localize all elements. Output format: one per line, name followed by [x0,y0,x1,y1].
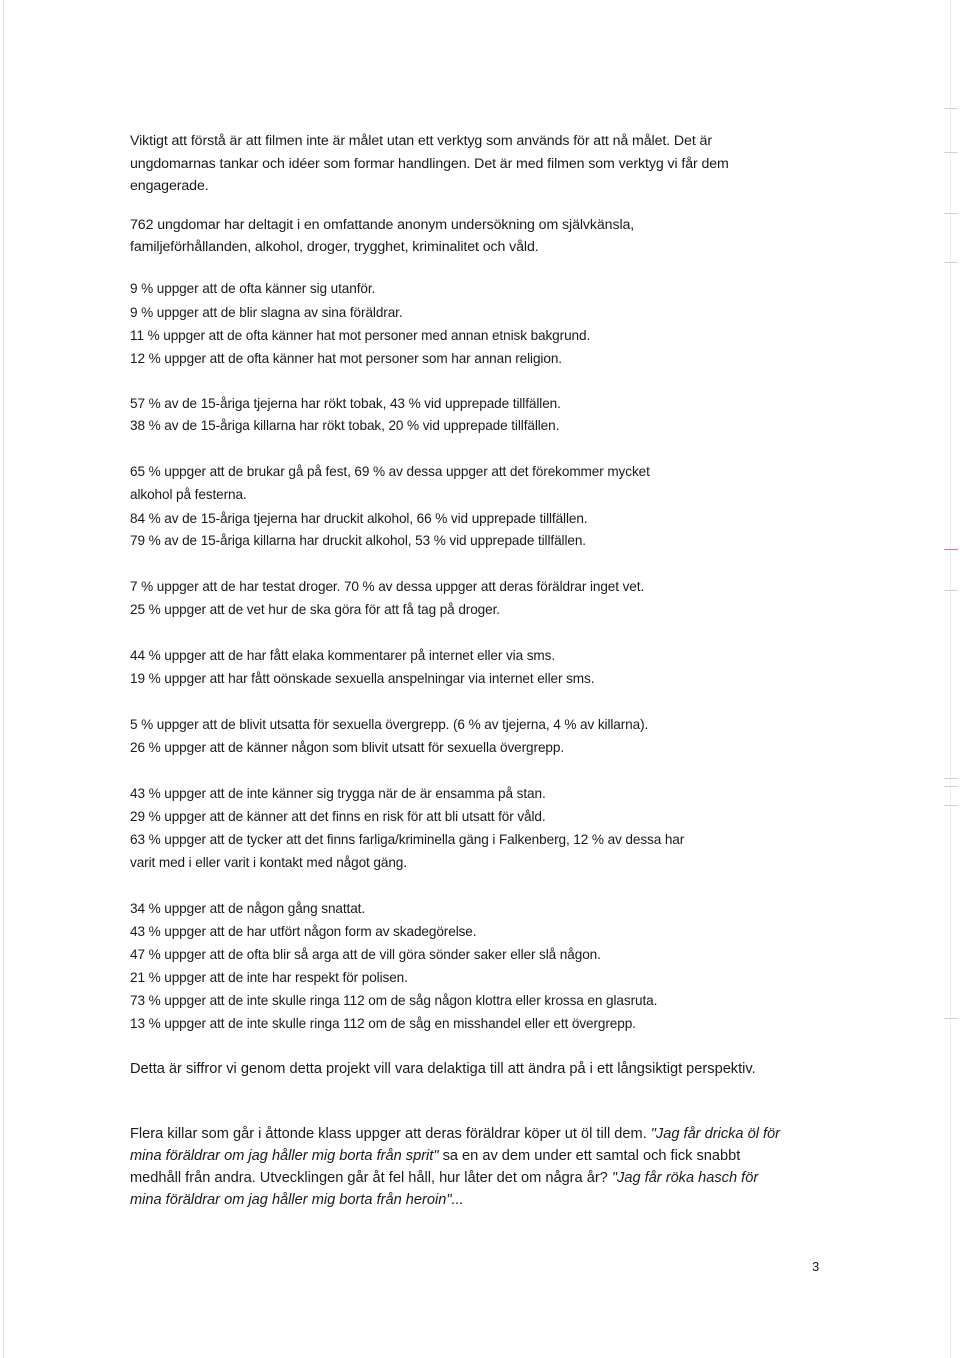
stat-line: 84 % av de 15-åriga tjejerna har druckit alkohol, 66 % vid upprepade tillfällen. [130,511,588,526]
margin-mark [944,108,958,109]
margin-mark [944,805,958,806]
margin-mark [944,786,958,787]
quote-text: medhåll från andra. Utvecklingen går åt fel håll, hur låter det om några år? [130,1170,612,1186]
survey-line-1: 762 ungdomar har deltagit i en omfattande anonym undersökning om självkänsla, [130,217,635,233]
margin-mark [944,549,958,550]
stat-line: 47 % uppger att de ofta blir så arga att de vill göra sönder saker eller slå någon. [130,947,601,962]
stat-line: 43 % uppger att de inte känner sig trygga när de är ensamma på stan. [130,786,546,801]
stat-line: 9 % uppger att de blir slagna av sina föräldrar. [130,305,403,320]
stat-line: 73 % uppger att de inte skulle ringa 112 om de såg någon klottra eller krossa en glasruta. [130,993,658,1008]
margin-mark [944,778,958,779]
quote-italic: mina föräldrar om jag håller mig borta från sprit" [130,1148,439,1164]
quote-italic: "Jag får dricka öl för [650,1126,781,1142]
stat-line: 38 % av de 15-åriga killarna har rökt tobak, 20 % vid upprepade tillfällen. [130,418,560,433]
stat-line: 13 % uppger att de inte skulle ringa 112 om de såg en misshandel eller ett övergrepp. [130,1016,636,1031]
scan-edge-right [950,0,951,1358]
stat-line: 29 % uppger att de känner att det finns en risk för att bli utsatt för våld. [130,809,546,824]
intro-line-2: ungdomarnas tankar och idéer som formar handlingen. Det är med filmen som verktyg vi får dem [130,156,729,172]
intro-line-3: engagerade. [130,178,209,194]
margin-mark [944,1018,958,1019]
quote-line-1 [130,1124,780,1145]
stat-line: 9 % uppger att de ofta känner sig utanför. [130,281,376,296]
quote-italic: mina föräldrar om jag håller mig borta från heroin"... [130,1192,464,1208]
margin-mark [944,590,958,591]
stat-line: 43 % uppger att de har utfört någon form av skadegörelse. [130,924,477,939]
conclusion-text: Detta är siffror vi genom detta projekt vill vara delaktiga till att ändra på i ett långsiktigt perspektiv. [130,1061,756,1077]
stat-line: 21 % uppger att de inte har respekt för polisen. [130,970,408,985]
stat-line: 11 % uppger att de ofta känner hat mot personer med annan etnisk bakgrund. [130,328,591,343]
stat-line: 65 % uppger att de brukar gå på fest, 69 % av dessa uppger att det förekommer mycket [130,464,650,479]
stat-line: 7 % uppger att de har testat droger. 70 % av dessa uppger att deras föräldrar inget vet. [130,579,645,594]
margin-mark [944,262,958,263]
page-number: 3 [812,1259,820,1274]
quote-text: sa en av dem under ett samtal och fick snabbt [438,1148,741,1164]
stat-line: 12 % uppger att de ofta känner hat mot personer som har annan religion. [130,351,562,366]
quote-text: Flera killar som går i åttonde klass uppger att deras föräldrar köper ut öl till dem. [130,1126,651,1142]
quote-line-4 [130,1190,464,1211]
intro-line-1: Viktigt att förstå är att filmen inte är målet utan ett verktyg som används för att nå målet. Det är [130,133,712,149]
stat-line: 19 % uppger att har fått oönskade sexuella anspelningar via internet eller sms. [130,671,595,686]
stat-line: 34 % uppger att de någon gång snattat. [130,901,366,916]
margin-mark [944,152,958,153]
scan-edge-left [3,0,4,1358]
stat-line: 44 % uppger att de har fått elaka kommentarer på internet eller via sms. [130,648,555,663]
stat-line: alkohol på festerna. [130,487,247,502]
stat-line: 63 % uppger att de tycker att det finns farliga/kriminella gäng i Falkenberg, 12 % av dessa har [130,832,685,847]
quote-italic: "Jag får röka hasch för [611,1170,759,1186]
margin-mark [944,213,958,214]
stat-line: 5 % uppger att de blivit utsatta för sexuella övergrepp. (6 % av tjejerna, 4 % av killarna). [130,717,649,732]
stat-line: 79 % av de 15-åriga killarna har druckit alkohol, 53 % vid upprepade tillfällen. [130,533,586,548]
quote-line-2 [130,1146,740,1167]
stat-line: 26 % uppger att de känner någon som blivit utsatt för sexuella övergrepp. [130,740,565,755]
stat-line: 25 % uppger att de vet hur de ska göra för att få tag på droger. [130,602,500,617]
stat-line: varit med i eller varit i kontakt med något gäng. [130,855,407,870]
quote-line-3 [130,1168,758,1189]
stat-line: 57 % av de 15-åriga tjejerna har rökt tobak, 43 % vid upprepade tillfällen. [130,396,561,411]
survey-line-2: familjeförhållanden, alkohol, droger, trygghet, kriminalitet och våld. [130,239,539,255]
